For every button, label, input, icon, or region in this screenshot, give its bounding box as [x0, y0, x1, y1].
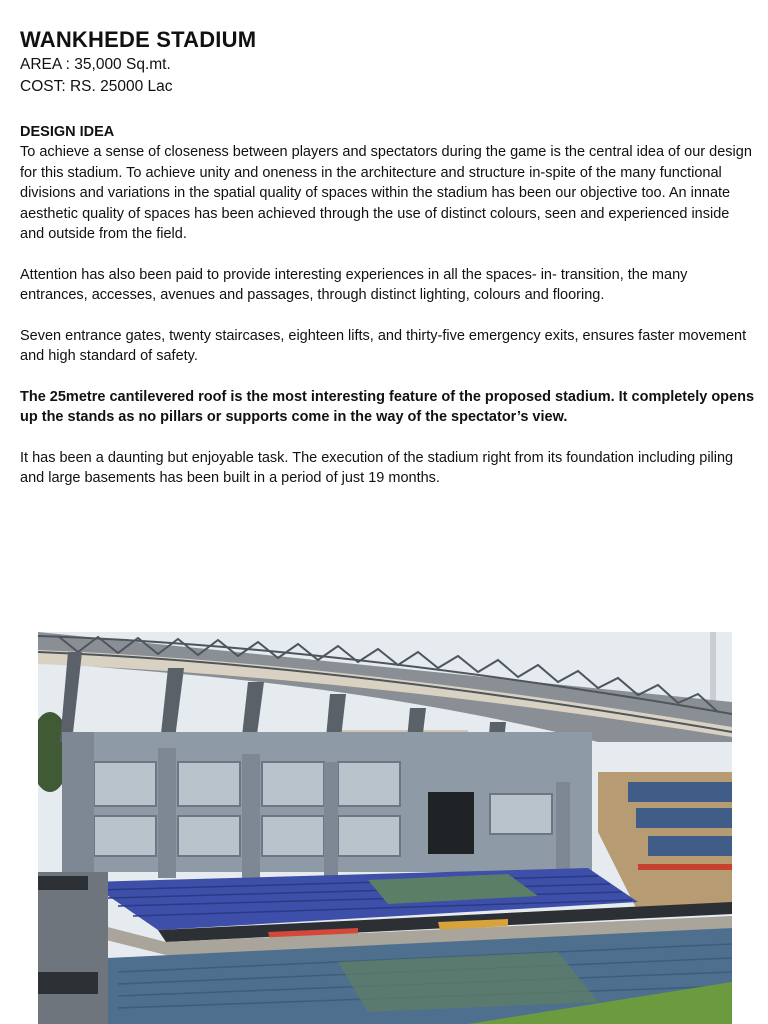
document [20, 26, 755, 509]
design-idea-heading: DESIGN IDEA [20, 124, 115, 140]
stadium-photo [38, 632, 732, 1024]
paragraph-roof: The 25metre cantilevered roof is the most interesting feature of the proposed stadium. It completely opens up the stands as no pillars or supports come in the way of the spectator’s view. [20, 388, 755, 425]
paragraph-intro: To achieve a sense of closeness between players and spectators during the game is the central idea of our design for this stadium. To achieve unity and oneness in the architecture and structure in-spite of the many functional divisions and variations in the spatial quality of spaces within the stadium has been our objective too. An innate aesthetic quality of spaces has been achieved through the use of distinct colours, seen and experienced inside and outside from the field. [20, 144, 752, 242]
paragraph-safety: Seven entrance gates, twenty staircases, eighteen lifts, and thirty-five emergency exits, ensures faster movement and high standard of safety. [20, 327, 747, 364]
cost-line: COST: RS. 25000 Lac [20, 78, 173, 95]
page-title: WANKHEDE STADIUM [20, 27, 257, 52]
area-line: AREA : 35,000 Sq.mt. [20, 56, 171, 73]
paragraph-transition: Attention has also been paid to provide interesting experiences in all the spaces- in- transition, the many entrances, accesses, avenues and passages, through distinct lighting, colours and flooring. [20, 266, 688, 303]
paragraph-execution: It has been a daunting but enjoyable task. The execution of the stadium right from its foundation including piling and large basements has been built in a period of just 19 months. [20, 449, 734, 486]
